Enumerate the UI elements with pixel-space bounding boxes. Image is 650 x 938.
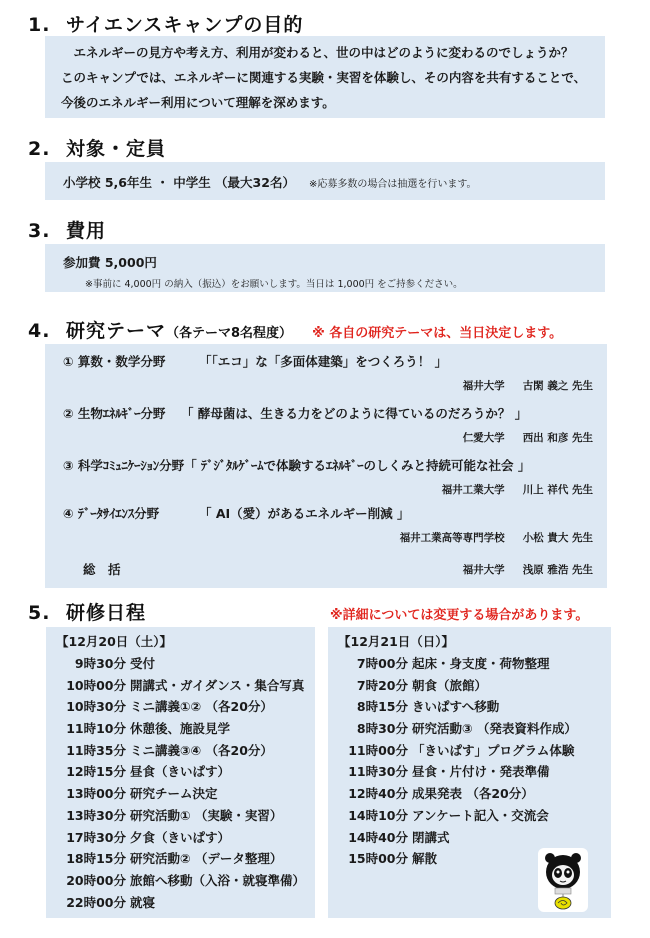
lecturer-name: 川上 祥代 先生 (522, 484, 593, 496)
section-fee-heading (28, 216, 106, 243)
time: 11時10分 (66, 721, 126, 737)
event: 開講式・ガイダンス・集合写真 (130, 677, 305, 693)
schedule-row (328, 827, 611, 849)
event: 研究チーム決定 (130, 786, 218, 802)
event: 旅館へ移動（入浴・就寝準備） (130, 872, 306, 888)
time: 7時00分 (356, 656, 408, 671)
schedule-row (328, 761, 611, 783)
summary-lecturer (63, 562, 593, 577)
time: 15時00分 (348, 851, 408, 867)
theme-title: 「「エコ」な「多面体建築」をつくろう！ 」 (199, 354, 448, 369)
event: 「きいぱす」プログラム体験 (412, 742, 575, 758)
theme-field: ① 算数・数学分野 (63, 354, 166, 369)
lecturer-affiliation: 福井工業高等専門学校 (399, 532, 505, 544)
themes-box (45, 344, 607, 588)
time: 18時15分 (66, 851, 126, 867)
theme-field: ③ 科学ｺﾐｭﾆｹｰｼｮﾝ分野 (63, 458, 185, 473)
section-title: サイエンスキャンプの目的 (66, 14, 304, 36)
schedule-row (46, 805, 315, 827)
purpose-line-2: このキャンプでは、エネルギーに関連する実験・実習を体験し、その内容を共有することで、 (61, 70, 587, 85)
theme-field: ④ ﾃﾞｰﾀｻｲｴﾝｽ分野 (63, 506, 160, 521)
event: 起床・身支度・荷物整理 (412, 656, 550, 671)
purpose-box (45, 36, 605, 118)
event: 研究活動③ （発表資料作成） (412, 721, 577, 737)
event: 夕食（きいぱす） (130, 829, 231, 845)
event: 受付 (130, 656, 156, 671)
fee-note: ※事前に 4,000円 の納入（振込）をお願いします。当日は 1,000円 をご持参ください。 (85, 279, 463, 290)
theme-lecturer (63, 482, 593, 497)
schedule-row (46, 848, 315, 870)
purpose-line-1: エネルギーの見方や考え方、利用が変わると、世の中はどのように変わるのでしょうか？ (61, 45, 574, 60)
time: 9時30分 (74, 656, 126, 671)
event: 休憩後、施設見学 (130, 721, 231, 737)
lecturer-name: 浅原 雅浩 先生 (522, 564, 593, 576)
theme-field: ② 生物ｴﾈﾙｷﾞｰ分野 (63, 406, 166, 421)
schedule-row (328, 653, 611, 675)
time: 13時00分 (66, 786, 126, 802)
lecturer-affiliation: 福井大学 (462, 564, 505, 576)
theme-item (63, 404, 593, 445)
schedule-row (46, 761, 315, 783)
section-number: 3. (28, 220, 51, 242)
schedule-day2 (328, 631, 611, 870)
lecturer-name: 西出 和彦 先生 (522, 432, 593, 444)
event: 研究活動② （データ整理） (130, 851, 283, 867)
schedule-row (46, 827, 315, 849)
time: 10時30分 (66, 699, 126, 715)
time: 14時40分 (348, 829, 408, 845)
time: 12時40分 (348, 786, 408, 802)
time: 14時10分 (348, 807, 408, 823)
lecturer-name: 小松 貴大 先生 (522, 532, 593, 544)
theme-title: 「 酵母菌は、生きる力をどのように得ているのだろうか？ 」 (181, 406, 528, 421)
event: ミニ講義①② （各20分） (130, 699, 273, 715)
section-themes-heading (28, 316, 562, 343)
fee-main: 参加費 5,000円 (63, 255, 157, 270)
time: 12時15分 (66, 764, 126, 780)
section-target-heading (28, 134, 166, 161)
schedule-row (46, 870, 315, 892)
schedule-note: ※詳細については変更する場合があります。 (330, 608, 589, 623)
schedule-row (328, 696, 611, 718)
schedule-date: 【12月21日（日）】 (338, 634, 455, 649)
summary-label: 総 括 (83, 562, 121, 577)
event: 解散 (412, 851, 438, 867)
event: 研究活動① （実験・実習） (130, 807, 283, 823)
section-number: 5. (28, 602, 51, 624)
event: 成果発表 （各20分） (412, 786, 534, 802)
event: アンケート記入・交流会 (412, 807, 549, 823)
lecturer-affiliation: 仁愛大学 (462, 432, 505, 444)
section-title: 研修日程 (66, 602, 147, 624)
time: 20時00分 (66, 872, 126, 888)
schedule-day1 (46, 631, 315, 913)
lecturer-affiliation: 福井大学 (462, 380, 505, 392)
theme-summary (63, 562, 593, 577)
schedule-row (46, 783, 315, 805)
section-title: 対象・定員 (66, 138, 167, 160)
section-title: 費用 (66, 220, 107, 242)
schedule-row (46, 892, 315, 914)
schedule-row (328, 805, 611, 827)
schedule-row (46, 740, 315, 762)
theme-item (63, 456, 593, 497)
time: 13時30分 (66, 807, 126, 823)
schedule-row (46, 718, 315, 740)
section-number: 4. (28, 320, 51, 342)
purpose-line-3: 今後のエネルギー利用について理解を深めます。 (61, 95, 335, 110)
theme-lecturer (63, 430, 593, 445)
section-subtitle: （各テーマ8名程度） (166, 326, 293, 341)
themes-note: ※ 各自の研究テーマは、当日決定します。 (312, 326, 563, 341)
section-purpose-heading (28, 10, 303, 37)
fee-box (45, 244, 605, 292)
theme-lecturer (63, 378, 593, 393)
theme-lecturer (63, 530, 593, 545)
schedule-row (328, 783, 611, 805)
schedule-row (328, 718, 611, 740)
time: 7時20分 (356, 677, 408, 693)
lecturer-name: 古閑 義之 先生 (522, 380, 593, 392)
time: 11時30分 (348, 764, 408, 780)
target-main: 小学校 5,6年生 ・ 中学生 （最大32名） (63, 175, 295, 190)
section-number: 2. (28, 138, 51, 160)
lecturer-affiliation: 福井工業大学 (441, 484, 505, 496)
time: 10時00分 (66, 677, 126, 693)
section-number: 1. (28, 14, 51, 36)
event: 昼食（きいぱす） (130, 764, 231, 780)
time: 8時15分 (356, 699, 408, 715)
time: 11時00分 (348, 742, 408, 758)
event: きいぱすへ移動 (412, 699, 500, 715)
event: ミニ講義③④ （各20分） (130, 742, 273, 758)
schedule-row (46, 696, 315, 718)
schedule-row (328, 675, 611, 697)
event: 就寝 (130, 894, 156, 910)
event: 朝食（旅館） (412, 677, 488, 693)
time: 11時35分 (66, 742, 126, 758)
section-schedule-heading (28, 598, 146, 625)
section-title: 研究テーマ (66, 320, 167, 342)
event: 昼食・片付け・発表準備 (412, 764, 550, 780)
time: 8時30分 (356, 721, 408, 737)
event: 閉講式 (412, 829, 450, 845)
schedule-row (46, 675, 315, 697)
schedule-row (46, 653, 315, 675)
schedule-row (328, 740, 611, 762)
theme-title: 「 ﾃﾞｼﾞﾀﾙｹﾞｰﾑで体験するｴﾈﾙｷﾞｰのしくみと持続可能な社会 」 (184, 458, 531, 473)
mascot-character-icon (538, 848, 588, 912)
time: 17時30分 (66, 829, 126, 845)
theme-item (63, 352, 593, 393)
time: 22時00分 (66, 894, 126, 910)
target-box (45, 162, 605, 200)
schedule-date: 【12月20日（土）】 (56, 634, 173, 649)
theme-title: 「 AI（愛）があるエネルギー削減 」 (199, 506, 410, 521)
theme-item (63, 504, 593, 545)
target-note: ※応募多数の場合は抽選を行います。 (308, 179, 477, 190)
